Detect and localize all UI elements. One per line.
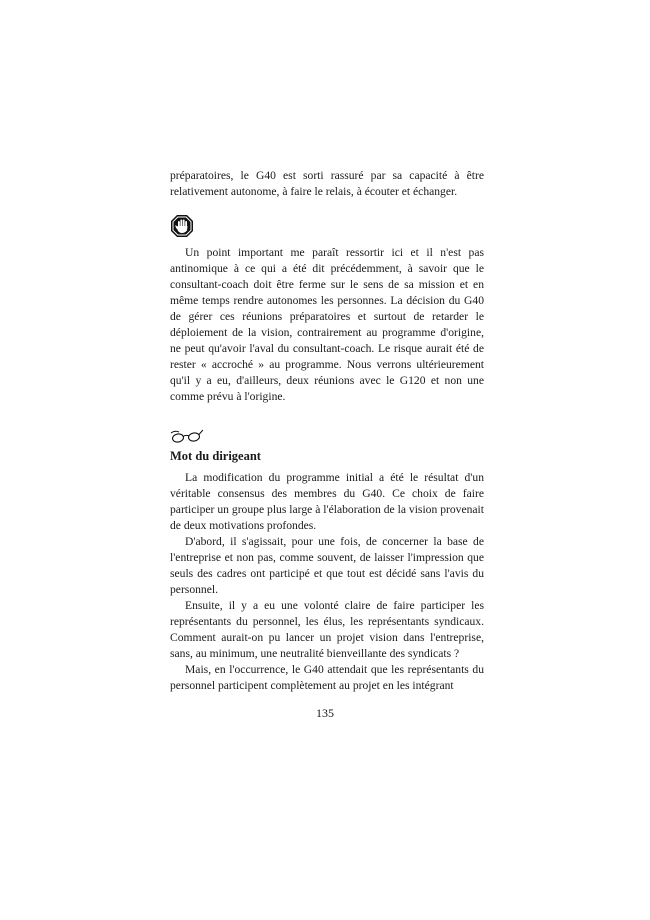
section-paragraph: Mais, en l'occurrence, le G40 attendait que les représentants du personnel participent complètement au projet en les intégrant	[170, 663, 484, 692]
raised-hand-icon	[170, 214, 194, 238]
attention-icon-block	[170, 214, 484, 240]
section-heading: Mot du dirigeant	[170, 449, 261, 463]
section-paragraph: D'abord, il s'agissait, pour une fois, de concerner la base de l'entreprise et non pas, comme souvent, de laisser l'impression que seuls des cadres ont participé et que tout est décidé sans l'avis du personnel.	[170, 535, 484, 596]
glasses-icon	[170, 428, 204, 444]
continuation-paragraph: préparatoires, le G40 est sorti rassuré par sa capacité à être relativement autonome, à faire le relais, à écouter et échanger.	[170, 169, 484, 198]
consultant-note-paragraph: Un point important me paraît ressortir ici et il n'est pas antinomique à ce qui a été dit précédemment, à savoir que le consultant-coach doit être ferme sur le sens de sa mission et en même temps rendre autonomes les personnes. La décision du G40 de gérer ces réunions préparatoires et surtout de retarder le déploiement de la vision, contrairement au programme d'origine, ne peut qu'avoir l'aval du consultant-coach. Le risque aurait été de rester « accroché » au programme. Nous verrons ultérieurement qu'il y a eu, d'ailleurs, deux réunions avec le G120 et non une comme prévu à l'origine.	[170, 246, 484, 403]
page-number: 135	[316, 706, 334, 720]
observation-icon-block	[170, 428, 484, 444]
section-paragraph: Ensuite, il y a eu une volonté claire de faire participer les représentants du personnel, les élus, les représentants syndicaux. Comment aurait-on pu lancer un projet vision dans l'entreprise, sans, au minimum, une neutralité bienveillante des syndicats ?	[170, 599, 484, 660]
section-paragraph: La modification du programme initial a été le résultat d'un véritable consensus des membres du G40. Ce choix de faire participer un groupe plus large à l'élaboration de la vision provenait de deux motivations profondes.	[170, 471, 484, 532]
page-body	[170, 168, 484, 694]
